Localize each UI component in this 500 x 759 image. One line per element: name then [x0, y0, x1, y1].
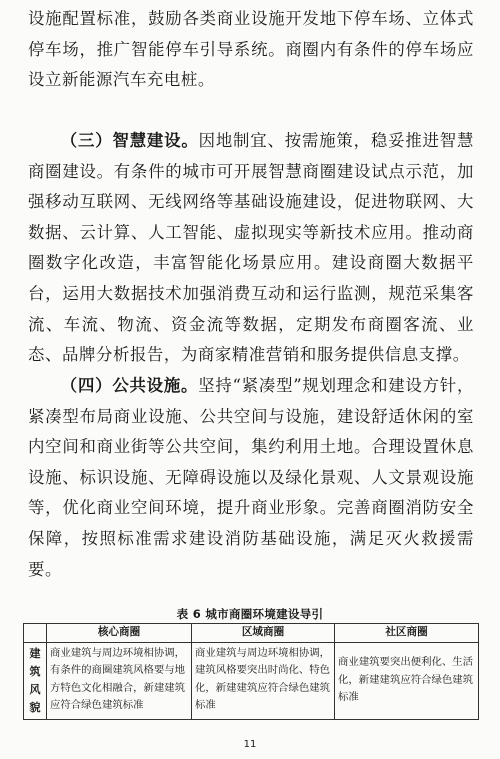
table-header-empty	[24, 624, 47, 643]
table-caption: 表 6 城市商圈环境建设导引	[176, 607, 324, 621]
table-header-regional: 区域商圈	[192, 624, 335, 643]
table-header-core: 核心商圈	[47, 624, 192, 643]
section-heading-smart: （三）智慧建设。	[60, 131, 199, 150]
page-number: 11	[243, 739, 257, 750]
paragraph-public-text: 坚持“紧凑型”规划理念和建设方针，紧凑型布局商业设施、公共空间与设施，建设舒适休闲的室内空间和商业街等公共空间，集约利用土地。合理设置休息设施、标识设施、无障碍设施以及绿化景观、人文景观设施等，优化商业空间环境，提升商业形象。完善商圈消防安全保障，按照标准需求建设消防基础设施，满足灭火救援需要。	[28, 376, 474, 579]
environment-guide-table	[23, 623, 479, 720]
paragraph-smart-construction	[28, 126, 474, 371]
table-cell-community: 商业建筑要突出便利化、生活化，新建建筑应符合绿色建筑标准	[335, 642, 479, 719]
paragraph-parking-text: 设施配置标准，鼓励各类商业设施开发地下停车场、立体式停车场，推广智能停车引导系统。商圈内有条件的停车场应设立新能源汽车充电桩。	[28, 9, 474, 90]
paragraph-parking	[28, 4, 474, 96]
paragraph-public-facilities	[28, 371, 474, 585]
table-header-community: 社区商圈	[335, 624, 479, 643]
table-header-row	[24, 624, 479, 643]
paragraph-smart-text: 因地制宜、按需施策，稳妥推进智慧商圈建设。有条件的城市可开展智慧商圈建设试点示范，加强移动互联网、无线网络等基础设施建设，促进物联网、大数据、云计算、人工智能、虚拟现实等新技术应用。推动商圈数字化改造，丰富智能化场景应用。建设商圈大数据平台，运用大数据技术加强消费互动和运行监测，规范采集客流、车流、物流、资金流等数据，定期发布商圈客流、业态、品牌分析报告，为商家精准营销和服务提供信息支撑。	[28, 131, 474, 365]
table-row-header: 建 筑 风 貌	[24, 642, 47, 719]
section-heading-public: （四）公共设施。	[60, 376, 199, 395]
table-cell-core: 商业建筑与周边环境相协调，有条件的商圈建筑风格要与地方特色文化相融合，新建建筑应符合绿色建筑标准	[47, 642, 192, 719]
table-row	[24, 642, 479, 719]
table-cell-regional: 商业建筑与周边环境相协调，建筑风格要突出时尚化、特色化，新建建筑应符合绿色建筑标准	[192, 642, 335, 719]
